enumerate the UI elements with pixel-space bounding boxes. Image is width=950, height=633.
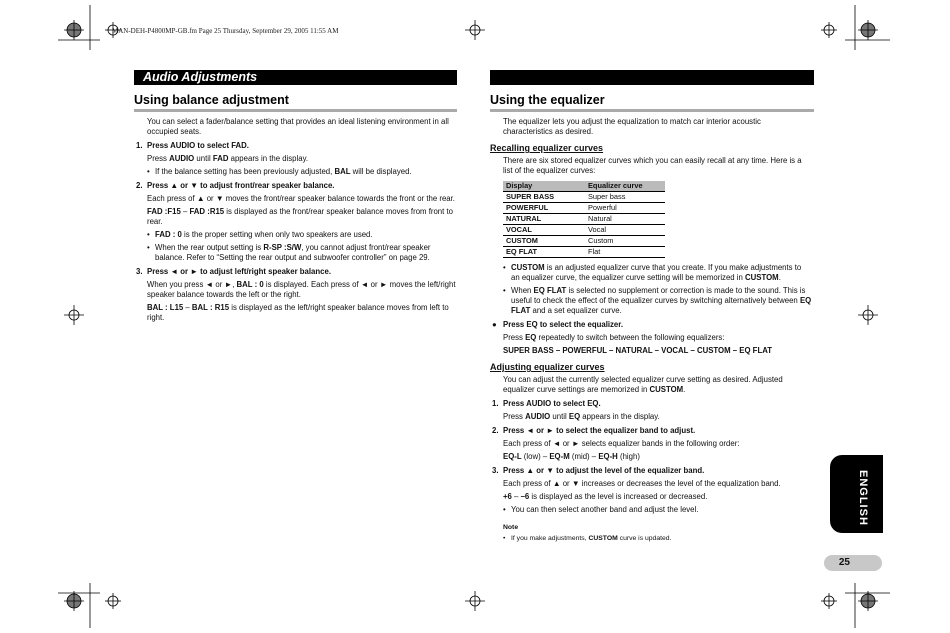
- table-header: Display: [503, 181, 585, 192]
- table-row: [503, 203, 665, 214]
- right-step-3-body2: +6 – –6 is displayed as the level is increased or decreased.: [503, 492, 708, 501]
- language-tab-label: ENGLISH: [857, 470, 869, 526]
- left-step-3-body2: BAL : L15 – BAL : R15 is displayed as the left/right speaker balance moves from left to right.: [147, 303, 449, 322]
- left-column: [134, 117, 456, 326]
- table-cell: CUSTOM: [503, 236, 585, 247]
- left-step-1-body: Press AUDIO until FAD appears in the display.: [147, 154, 309, 163]
- equalizer-table: [503, 181, 665, 258]
- press-eq-body: Press EQ repeatedly to switch between the following equalizers:: [503, 333, 725, 342]
- table-cell: Custom: [585, 236, 665, 247]
- right-step-1-body: Press AUDIO until EQ appears in the display.: [503, 412, 660, 421]
- right-step-3: 3. Press ▲ or ▼ to adjust the level of the equalizer band.: [492, 466, 705, 475]
- left-section-title: Using balance adjustment: [134, 93, 289, 107]
- eq-sequence: SUPER BASS – POWERFUL – NATURAL – VOCAL – CUSTOM – EQ FLAT: [503, 346, 773, 355]
- note-text: • If you make adjustments, CUSTOM curve is updated.: [490, 534, 812, 544]
- adjusting-body: You can adjust the currently selected equalizer curve setting as desired. Adjusted equalizer curve settings are memorized in CUSTOM.: [503, 375, 783, 394]
- section-band-right: [490, 70, 814, 85]
- table-cell: Powerful: [585, 203, 665, 214]
- table-cell: Super bass: [585, 192, 665, 203]
- left-step-2-bullet-1: • FAD : 0 is the proper setting when only two speakers are used.: [134, 230, 456, 240]
- right-intro: The equalizer lets you adjust the equalization to match car interior acoustic characteristics as desired.: [503, 117, 761, 136]
- band-title: Audio Adjustments: [143, 70, 258, 84]
- right-step-2-body2: EQ-L (low) – EQ-M (mid) – EQ-H (high): [503, 452, 640, 461]
- table-row: [503, 247, 665, 258]
- left-step-1-bullet: • If the balance setting has been previously adjusted, BAL will be displayed.: [134, 167, 456, 177]
- press-eq-step: ● Press EQ to select the equalizer.: [492, 320, 624, 329]
- table-cell: Vocal: [585, 225, 665, 236]
- table-cell: VOCAL: [503, 225, 585, 236]
- left-title-rule: [134, 109, 457, 112]
- table-row: [503, 225, 665, 236]
- table-cell: Natural: [585, 214, 665, 225]
- table-header: Equalizer curve: [585, 181, 665, 192]
- table-row: [503, 192, 665, 203]
- table-cell: EQ FLAT: [503, 247, 585, 258]
- right-step-2: 2. Press ◄ or ► to select the equalizer band to adjust.: [492, 426, 696, 435]
- custom-bullet: • CUSTOM is an adjusted equalizer curve that you create. If you make adjustments to an equalizer curve, the equalizer curve setting will be memorized in CUSTOM.: [490, 263, 812, 283]
- table-row: [503, 236, 665, 247]
- table-cell: NATURAL: [503, 214, 585, 225]
- subheading-recalling: Recalling equalizer curves: [490, 143, 604, 153]
- eqflat-bullet: • When EQ FLAT is selected no supplement or correction is made to the sound. This is useful to check the effect of the equalizer curves by switching alternatively between EQ FLAT and a set equalizer curve.: [490, 286, 812, 316]
- left-step-1: 1. Press AUDIO to select FAD.: [136, 141, 249, 150]
- table-cell: SUPER BASS: [503, 192, 585, 203]
- table-cell: POWERFUL: [503, 203, 585, 214]
- left-step-2-body2: FAD :F15 – FAD :R15 is displayed as the front/rear speaker balance moves from front to rear.: [147, 207, 453, 226]
- table-row: [503, 214, 665, 225]
- right-title-rule: [490, 109, 814, 112]
- subheading-adjusting: Adjusting equalizer curves: [490, 362, 605, 372]
- left-step-2-bullet-2: • When the rear output setting is R-SP :S/W, you cannot adjust front/rear speaker balance. Refer to “Setting the rear output and subwoofer controller” on page 29.: [134, 243, 456, 263]
- file-header: MAN-DEH-P4800MP-GB.fm Page 25 Thursday, September 29, 2005 11:55 AM: [112, 27, 339, 35]
- left-step-3-body: When you press ◄ or ►, BAL : 0 is displayed. Each press of ◄ or ► moves the left/right speaker balance towards the left or the right.: [147, 280, 456, 299]
- table-cell: Flat: [585, 247, 665, 258]
- right-section-title: Using the equalizer: [490, 93, 605, 107]
- right-step-1: 1. Press AUDIO to select EQ.: [492, 399, 601, 408]
- section-band: [134, 70, 457, 85]
- recalling-body: There are six stored equalizer curves which you can easily recall at any time. Here is a list of the equalizer curves:: [503, 156, 802, 175]
- right-step-3-body: Each press of ▲ or ▼ increases or decreases the level of the equalization band.: [503, 479, 781, 488]
- right-column: [490, 117, 812, 547]
- left-step-3: 3. Press ◄ or ► to adjust left/right speaker balance.: [136, 267, 331, 276]
- left-intro: You can select a fader/balance setting that provides an ideal listening environment in all occupied seats.: [147, 117, 449, 136]
- left-step-2: 2. Press ▲ or ▼ to adjust front/rear speaker balance.: [136, 181, 335, 190]
- left-step-2-body: Each press of ▲ or ▼ moves the front/rear speaker balance towards the front or the rear.: [147, 194, 455, 203]
- page-number: 25: [838, 557, 850, 568]
- note-heading: Note: [503, 524, 519, 531]
- right-step-3-bullet: • You can then select another band and adjust the level.: [490, 505, 812, 515]
- right-step-2-body: Each press of ◄ or ► selects equalizer bands in the following order:: [503, 439, 740, 448]
